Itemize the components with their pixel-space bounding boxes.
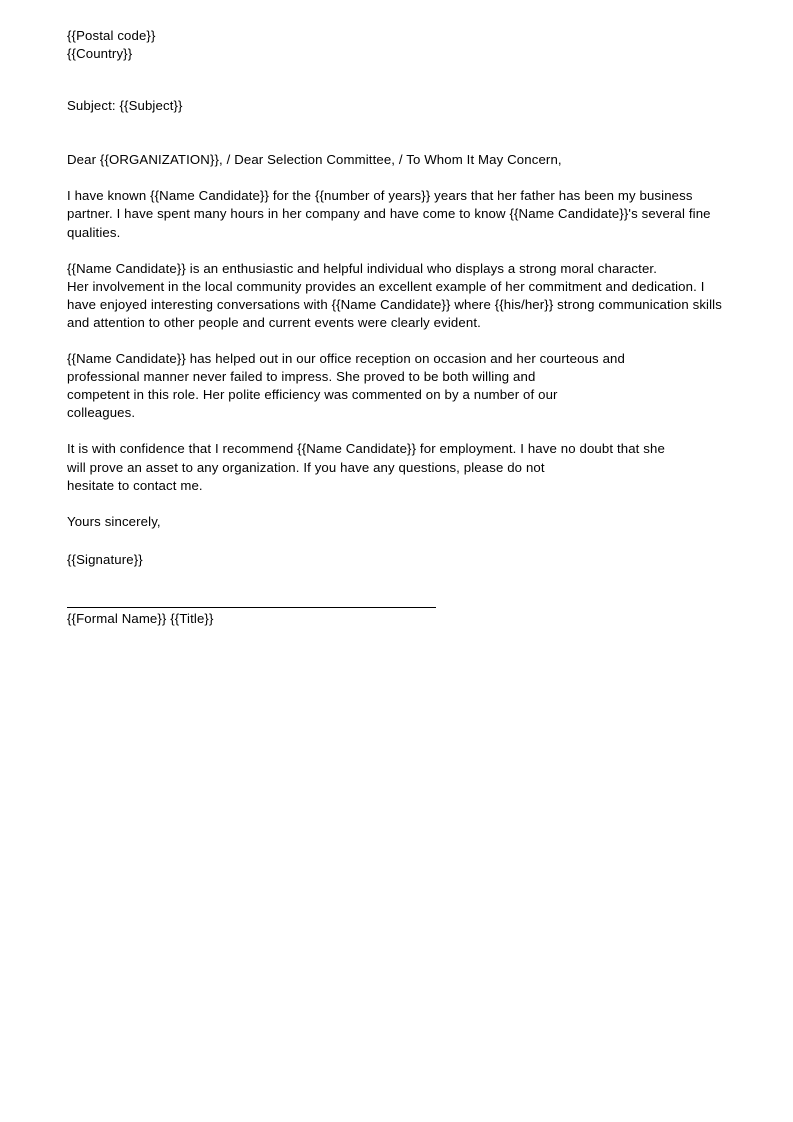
signature-line	[67, 607, 436, 608]
salutation-line: Dear {{ORGANIZATION}}, / Dear Selection Committee, / To Whom It May Concern,	[67, 152, 562, 168]
spacer-after-subject	[67, 115, 727, 151]
paragraph-office-work-line-1: {{Name Candidate}} has helped out in our office reception on occasion and her courteous and	[67, 351, 625, 367]
paragraph-recommendation-line-3: hesitate to contact me.	[67, 477, 203, 493]
address-block	[67, 27, 727, 63]
paragraph-office-work-line-3: competent in this role. Her polite efficiency was commented on by a number of our	[67, 387, 558, 403]
signature-placeholder: {{Signature}}	[67, 551, 143, 567]
paragraph-recommendation-line-1: It is with confidence that I recommend {{Name Candidate}} for employment. I have no doubt that she	[67, 441, 665, 457]
closing-line: Yours sincerely,	[67, 513, 161, 529]
paragraph-character-line-2: Her involvement in the local community provides an excellent example of her commitment and dedication. I have enjoyed interesting conversations with {{Name Candidate}} where {{his/her}} strong communication skills and attention to other people and current events were clearly evident.	[67, 278, 726, 330]
spacer-before-paragraph-4	[67, 422, 727, 440]
address-line-postal-code: {{Postal code}}	[67, 28, 156, 43]
spacer-before-signature	[67, 531, 727, 551]
paragraph-office-work-line-2: professional manner never failed to impress. She proved to be both willing and	[67, 369, 536, 385]
letter-body	[67, 27, 727, 628]
spacer-after-address	[67, 63, 727, 97]
paragraph-character-line-1: {{Name Candidate}} is an enthusiastic and helpful individual who displays a strong moral character.	[67, 260, 657, 276]
paragraph-character	[67, 260, 727, 332]
paragraph-office-work	[67, 350, 727, 422]
spacer-before-paragraph-2	[67, 242, 727, 260]
signer-name-title-line: {{Formal Name}} {{Title}}	[67, 610, 214, 626]
paragraph-recommendation	[67, 440, 727, 494]
spacer-before-signature-rule	[67, 569, 727, 605]
paragraph-office-work-line-4: colleagues.	[67, 405, 136, 421]
spacer-before-paragraph-3	[67, 332, 727, 350]
spacer-before-paragraph-1	[67, 169, 727, 187]
paragraph-recommendation-line-2: will prove an asset to any organization. If you have any questions, please do not	[67, 459, 545, 475]
paragraph-acquaintance: I have known {{Name Candidate}} for the {{number of years}} years that her father has been my business partner. I have spent many hours in her company and have come to know {{Name Candidate}}'s several fine qualities.	[67, 188, 715, 240]
subject-line: Subject: {{Subject}}	[67, 98, 183, 114]
spacer-before-closing	[67, 495, 727, 513]
address-line-country: {{Country}}	[67, 46, 133, 62]
